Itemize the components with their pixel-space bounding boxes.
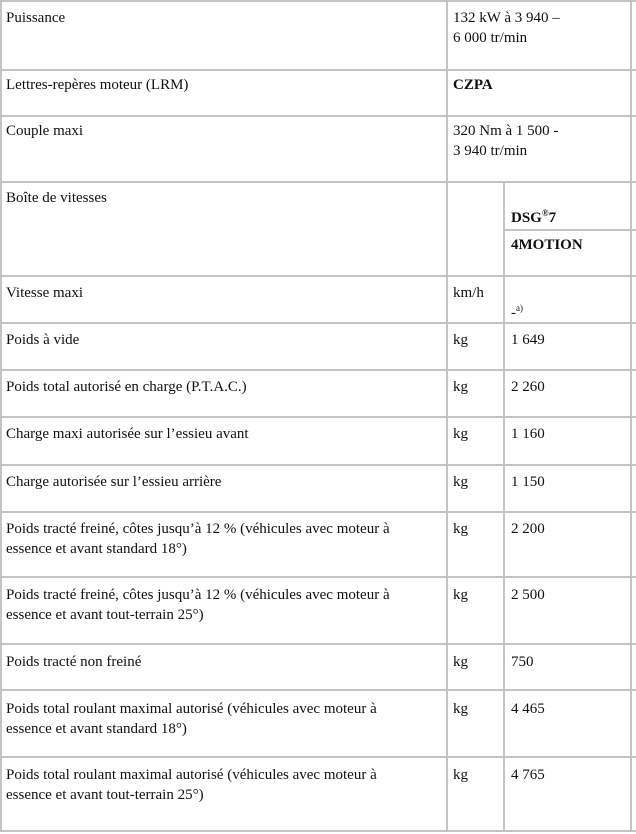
row-unit: kg bbox=[453, 426, 468, 442]
row-value: 1 649 bbox=[511, 332, 545, 348]
row-divider bbox=[0, 511, 636, 513]
row-divider bbox=[0, 464, 636, 466]
row-unit: kg bbox=[453, 701, 468, 717]
row-unit: kg bbox=[453, 587, 468, 603]
row-value-secondary: 4MOTION bbox=[511, 237, 583, 253]
row-label: Couple maxi bbox=[6, 123, 84, 139]
row-value: 1 160 bbox=[511, 426, 545, 442]
row-value: 4 765 bbox=[511, 767, 545, 783]
row-value: 132 kW à 3 940 – 6 000 tr/min bbox=[453, 10, 560, 46]
row-value-suffix: 7 bbox=[548, 210, 557, 226]
row-value: CZPA bbox=[453, 77, 493, 93]
row-label: Poids total autorisé en charge (P.T.A.C.) bbox=[6, 379, 247, 395]
row-divider bbox=[0, 369, 636, 371]
row-divider bbox=[0, 322, 636, 324]
row-label: Vitesse maxi bbox=[6, 285, 83, 301]
row-divider bbox=[0, 69, 636, 71]
row-unit: kg bbox=[453, 521, 468, 537]
row-divider bbox=[0, 643, 636, 645]
row-label: Poids tracté freiné, côtes jusqu’à 12 % (véhicules avec moteur à essence et avant tout-terrain 25°) bbox=[6, 587, 390, 623]
row-unit: kg bbox=[453, 767, 468, 783]
row-divider bbox=[0, 689, 636, 691]
row-label: Poids tracté non freiné bbox=[6, 654, 142, 670]
row-divider bbox=[0, 830, 636, 832]
row-value-main: - bbox=[511, 305, 516, 321]
row-unit: km/h bbox=[453, 285, 484, 301]
row-value: 750 bbox=[511, 654, 534, 670]
column-divider bbox=[446, 0, 448, 832]
row-value bbox=[511, 188, 556, 228]
row-value: 4 465 bbox=[511, 701, 545, 717]
row-value: 2 260 bbox=[511, 379, 545, 395]
row-label: Lettres-repères moteur (LRM) bbox=[6, 77, 189, 93]
row-label: Charge maxi autorisée sur l’essieu avant bbox=[6, 426, 249, 442]
row-value: 1 150 bbox=[511, 474, 545, 490]
row-label: Poids tracté freiné, côtes jusqu’à 12 % (véhicules avec moteur à essence et avant standard 18°) bbox=[6, 521, 390, 557]
row-unit: kg bbox=[453, 474, 468, 490]
row-label: Poids total roulant maximal autorisé (véhicules avec moteur à essence et avant tout-terrain 25°) bbox=[6, 767, 377, 803]
row-value: 2 500 bbox=[511, 587, 545, 603]
column-divider bbox=[630, 0, 632, 832]
row-value-main: DSG bbox=[511, 210, 542, 226]
row-label: Poids à vide bbox=[6, 332, 80, 348]
row-divider bbox=[0, 275, 636, 277]
column-divider bbox=[503, 181, 505, 832]
row-label: Puissance bbox=[6, 10, 66, 26]
row-divider bbox=[0, 416, 636, 418]
row-label: Boîte de vitesses bbox=[6, 190, 107, 206]
row-divider bbox=[0, 181, 636, 183]
row-unit: kg bbox=[453, 332, 468, 348]
column-divider bbox=[0, 0, 2, 832]
row-label: Charge autorisée sur l’essieu arrière bbox=[6, 474, 222, 490]
row-divider bbox=[0, 756, 636, 758]
row-value bbox=[511, 283, 523, 323]
row-divider bbox=[0, 115, 636, 117]
row-unit: kg bbox=[453, 379, 468, 395]
row-divider bbox=[0, 0, 636, 2]
row-divider bbox=[505, 229, 636, 231]
row-value: 2 200 bbox=[511, 521, 545, 537]
row-label: Poids total roulant maximal autorisé (véhicules avec moteur à essence et avant standard 18°) bbox=[6, 701, 377, 737]
row-value: 320 Nm à 1 500 - 3 940 tr/min bbox=[453, 123, 559, 159]
row-divider bbox=[0, 576, 636, 578]
row-value-superscript: ® bbox=[541, 208, 549, 218]
footnote-marker: a) bbox=[516, 303, 523, 313]
row-unit: kg bbox=[453, 654, 468, 670]
